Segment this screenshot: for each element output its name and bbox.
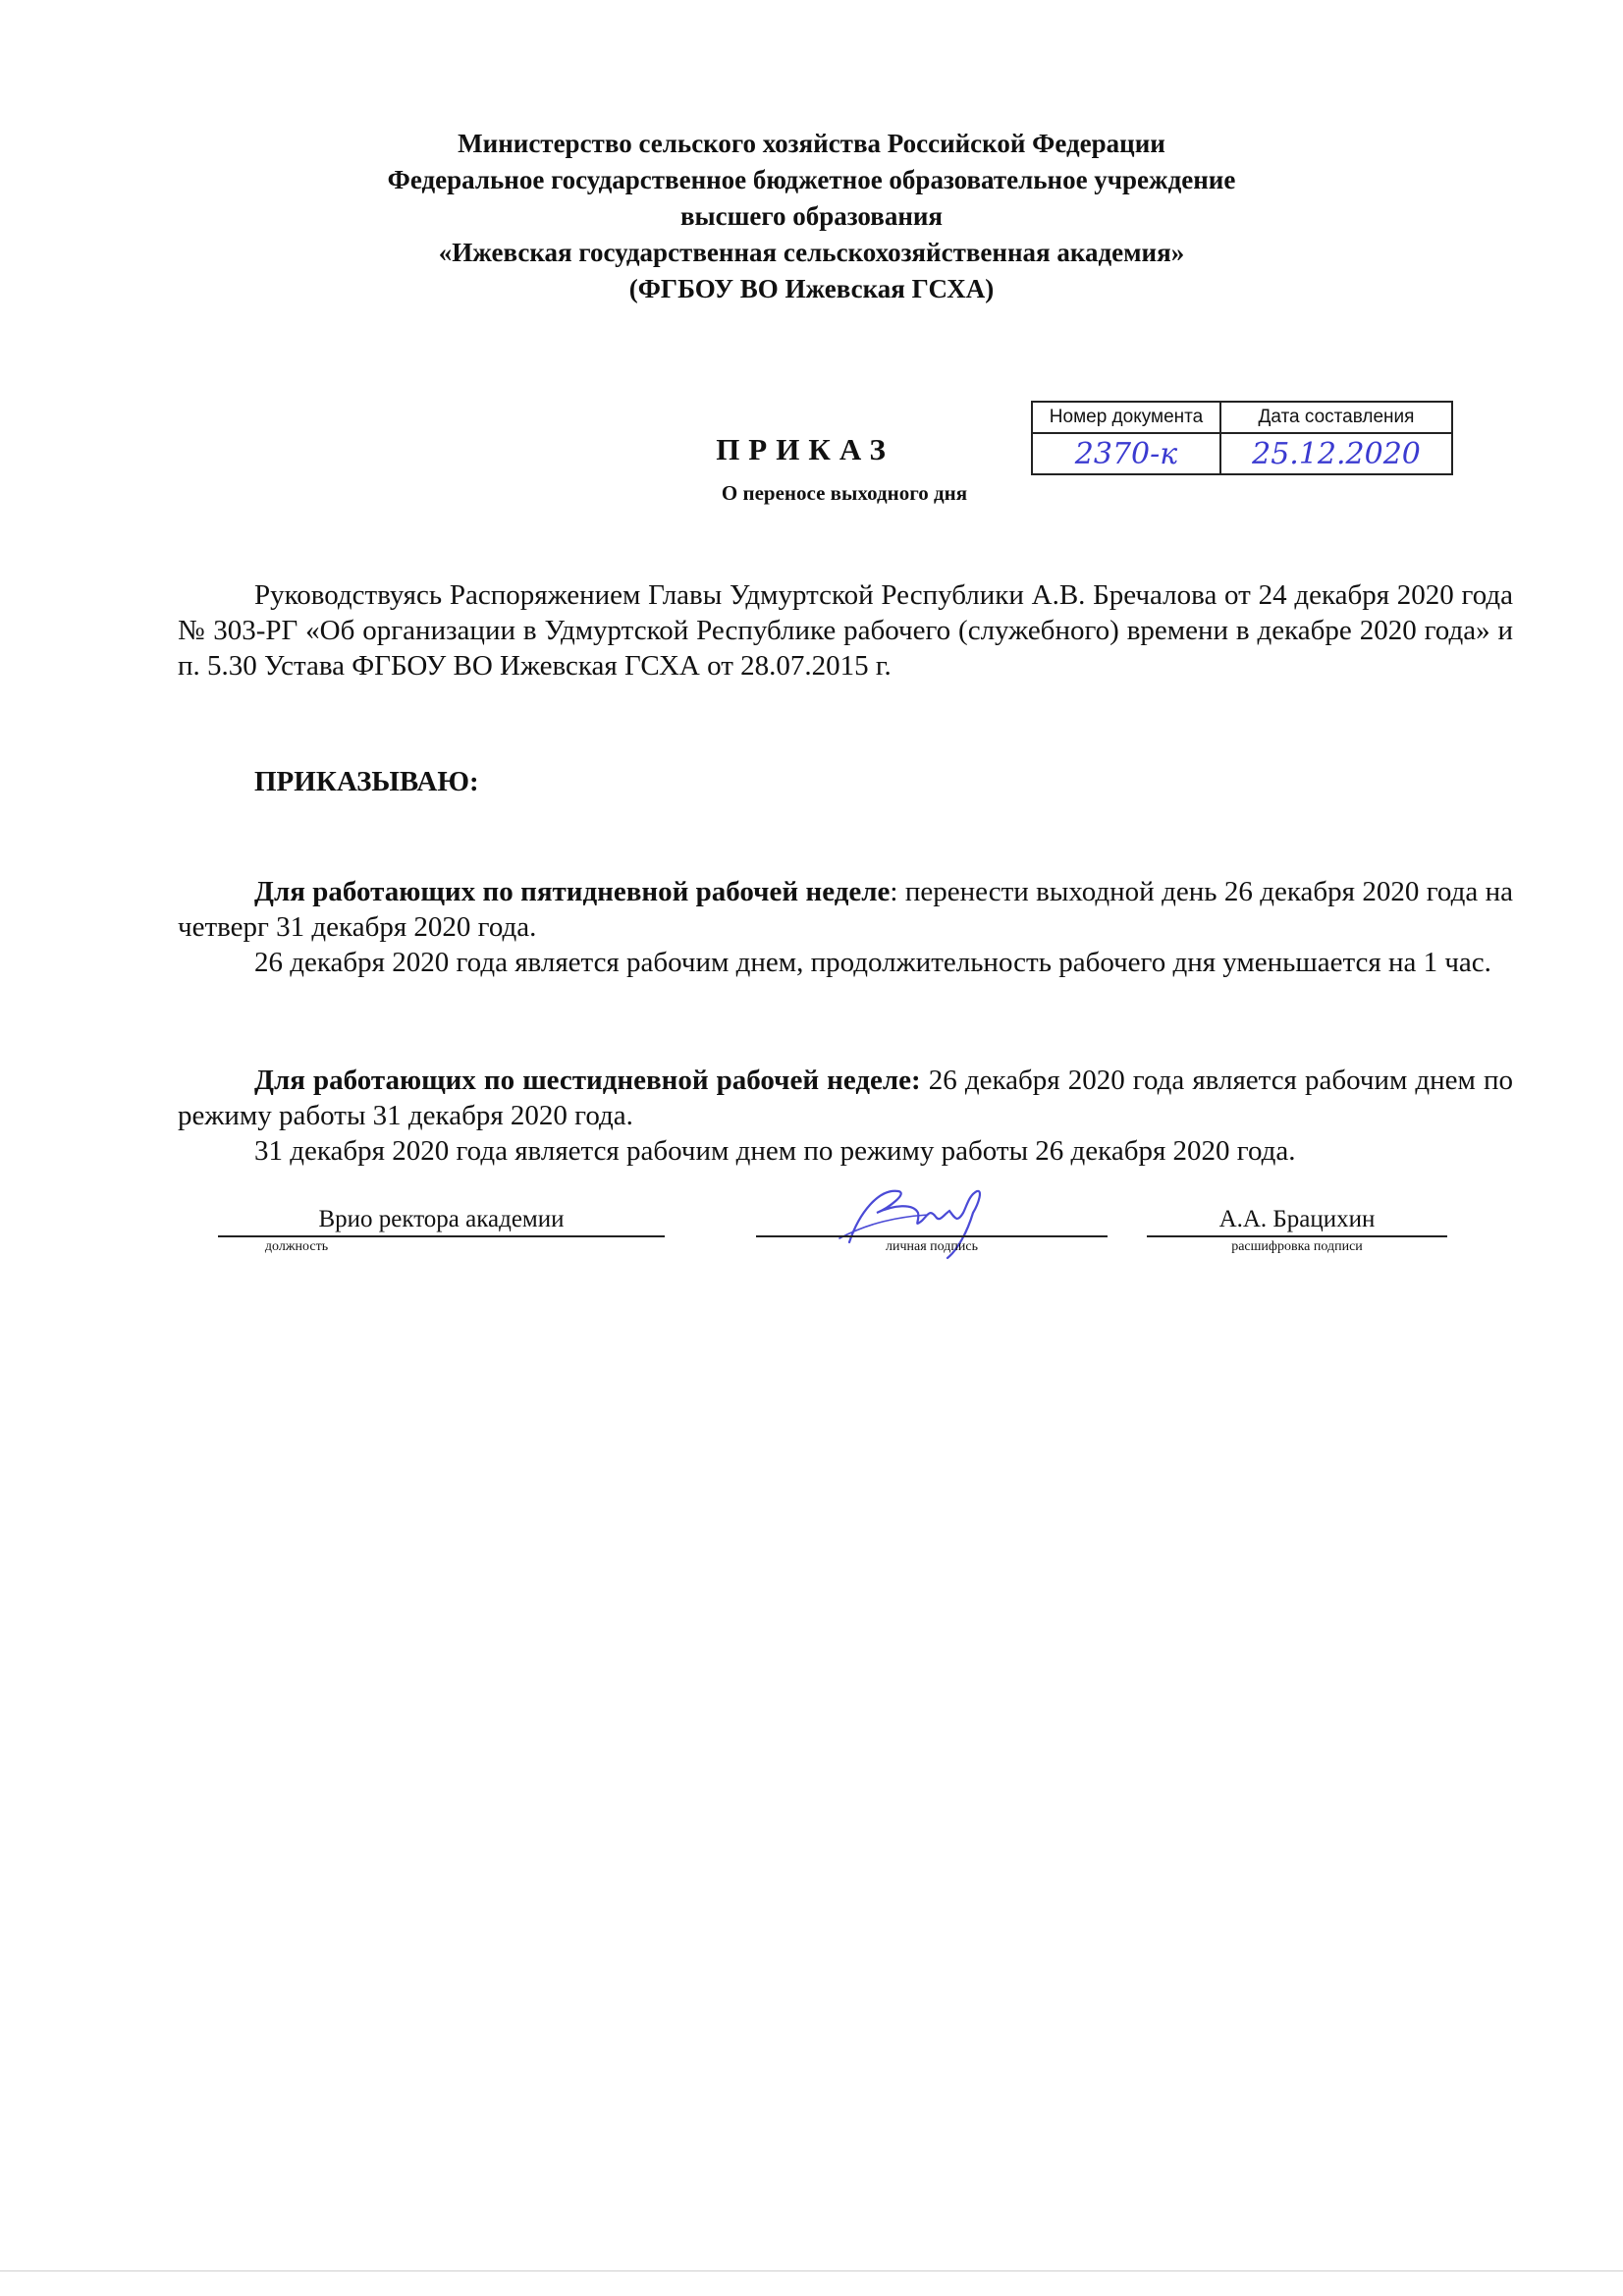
academy-name-line: «Ижевская государственная сельскохозяйственная академия» [438,238,1185,267]
signer-position-caption: должность [264,1239,329,1254]
six-day-paragraph [178,1063,1513,1133]
five-day-note: 26 декабря 2020 года является рабочим днем, продолжительность рабочего дня уменьшается на 1 час. [254,947,1491,978]
six-day-lead: Для работающих по шестидневной рабочей неделе: [254,1065,921,1096]
document-number-table [1031,401,1453,475]
five-day-lead: Для работающих по пятидневной рабочей неделе [254,876,891,907]
intro-text: Руководствуясь Распоряжением Главы Удмуртской Республики А.В. Бречалова от 24 декабря 2020 года № 303-РГ «Об организации в Удмуртской Республике рабочего (служебного) времени в декабре 2020 года» и п. 5.30 Устава ФГБОУ ВО Ижевская ГСХА от 28.07.2015 г. [178,579,1513,682]
document-number-value: 2370-к [1032,433,1220,474]
signer-name: А.А. Брацихин [1147,1206,1447,1237]
order-subtitle: О переносе выходного дня [721,481,968,505]
organization-header [0,126,1623,307]
education-level-line: высшего образования [679,201,944,231]
intro-paragraph [178,577,1513,683]
document-date-value: 25.12.2020 [1220,433,1452,474]
signer-name-caption: расшифровка подписи [1231,1239,1363,1254]
document-date-header: Дата составления [1220,402,1452,433]
ministry-line: Министерство сельского хозяйства Российской Федерации [458,129,1165,158]
six-day-note: 31 декабря 2020 года является рабочим днем по режиму работы 26 декабря 2020 года. [254,1135,1296,1167]
signature-caption: личная подпись [886,1239,978,1254]
document-number-header: Номер документа [1032,402,1220,433]
five-day-paragraph [178,874,1513,945]
six-day-section [178,1063,1513,1169]
order-title: ПРИКАЗ [716,432,894,466]
scan-edge-line [0,2270,1623,2271]
institution-type-line: Федеральное государственное бюджетное образовательное учреждение [387,165,1236,194]
six-day-text: 26 декабря 2020 года является рабочим днем по режиму работы 31 декабря 2020 года. [178,1065,1514,1131]
five-day-section [178,874,1513,980]
signature-row [0,1206,1623,1285]
signature-line [756,1206,1108,1237]
five-day-text: : перенести выходной день 26 декабря 2020 года на четверг 31 декабря 2020 года. [178,876,1514,943]
order-word-block [178,764,1513,799]
academy-abbreviation-line: (ФГБОУ ВО Ижевская ГСХА) [628,274,995,303]
signer-position: Врио ректора академии [218,1206,665,1237]
order-word: ПРИКАЗЫВАЮ: [254,766,479,797]
